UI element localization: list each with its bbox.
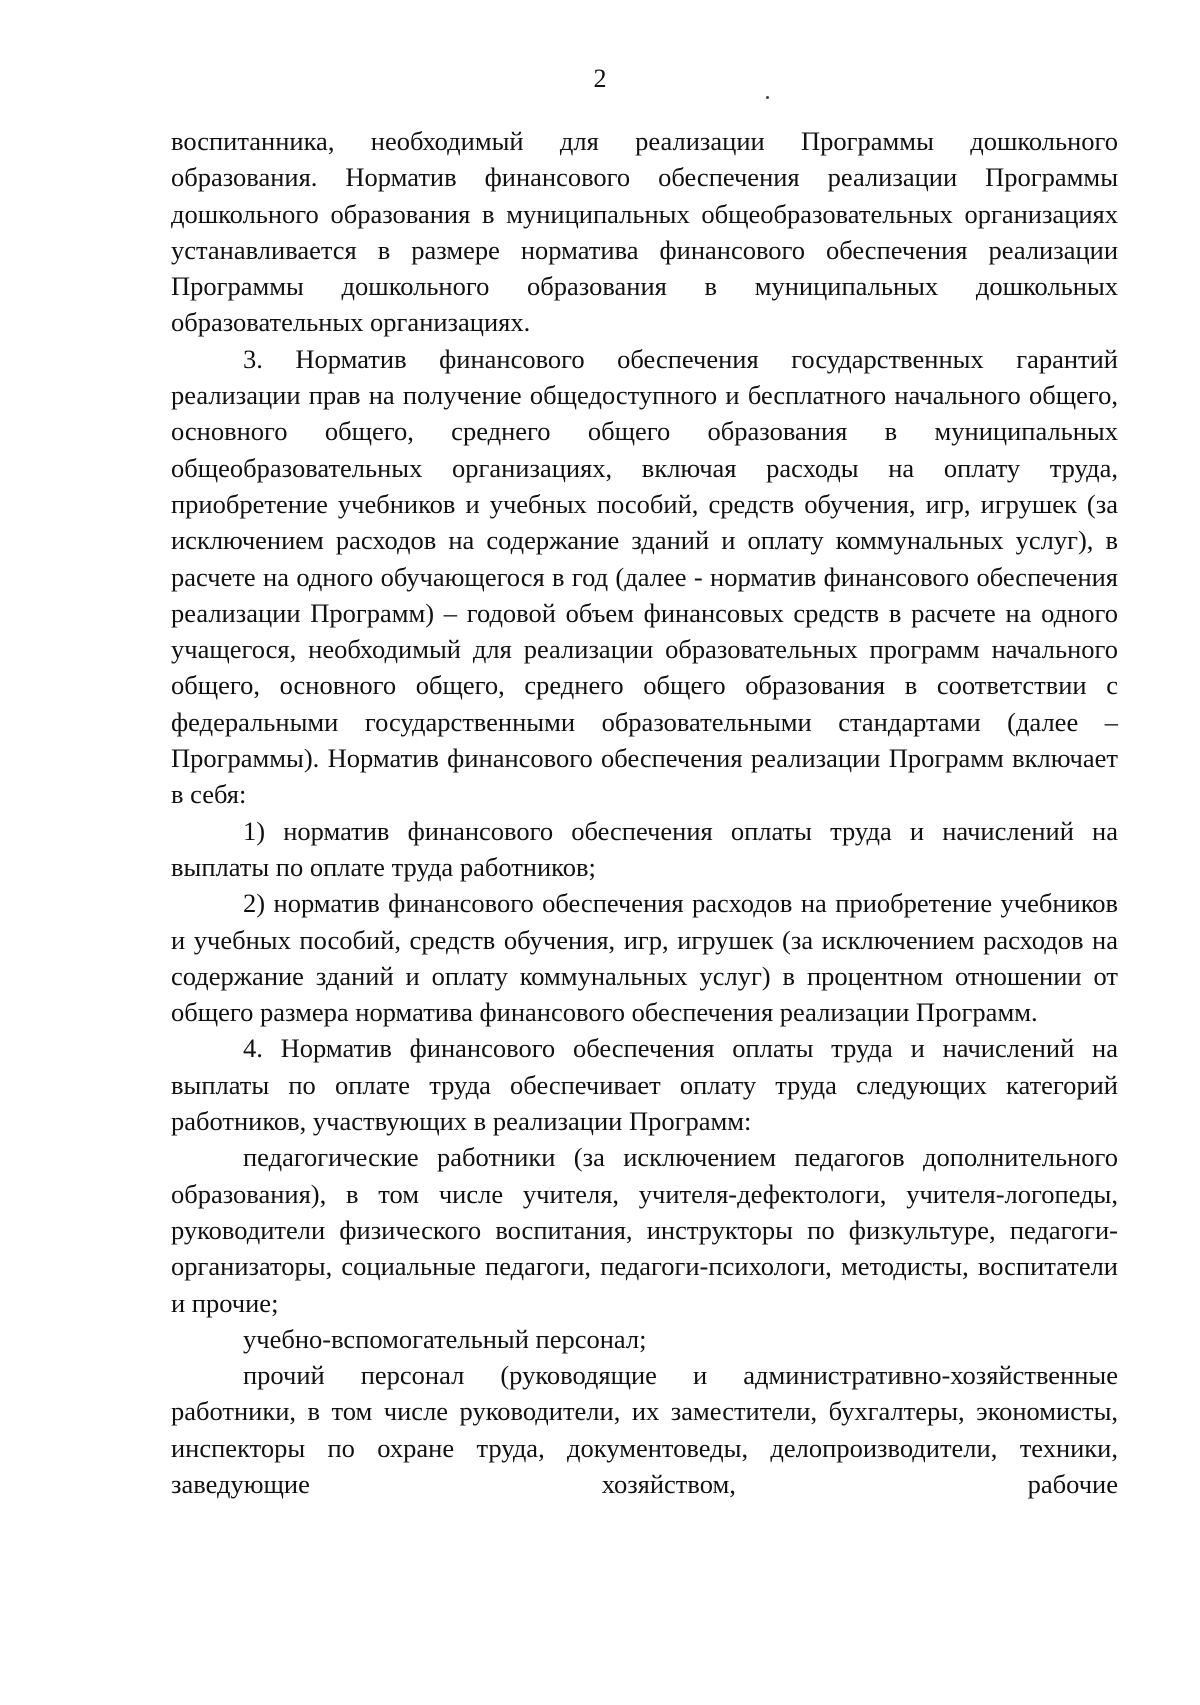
page-number: 2 xyxy=(593,64,607,93)
paragraph-continuation: воспитанника, необходимый для реализации Программы дошкольного образования. Норматив финансового обеспечения реализации Программы дошкольного образования в муниципальных общеобразовательных организациях устанавливается в размере норматива финансового обеспечения реализации Программы дошкольного образования в муниципальных дошкольных образовательных организациях. xyxy=(171,126,1118,338)
paragraph-subitem-1: 1) норматив финансового обеспечения оплаты труда и начислений на выплаты по оплате труда работников; xyxy=(171,815,1118,882)
paragraph-item-4: 4. Норматив финансового обеспечения оплаты труда и начислений на выплаты по оплате труда обеспечивает оплату труда следующих категорий работников, участвующих в реализации Программ: xyxy=(171,1033,1118,1137)
scan-speck xyxy=(766,96,769,99)
paragraph-subitem-2: 2) норматив финансового обеспечения расходов на приобретение учебников и учебных пособий, средств обучения, игр, игрушек (за исключением расходов на содержание зданий и оплату коммунальных услуг) в процентном отношении от общего размера норматива финансового обеспечения реализации Программ. xyxy=(171,888,1118,1028)
paragraph-other-staff: прочий персонал (руководящие и административно-хозяйственные работники, в том числе руководители, их заместители, бухгалтеры, экономисты, инспекторы по охране труда, документоведы, делопроизводители, техники, заведующие хозяйством, рабочие xyxy=(171,1360,1118,1499)
paragraph-item-3: 3. Норматив финансового обеспечения государственных гарантий реализации прав на получение общедоступного и бесплатного начального общего, основного общего, среднего общего образования в муниципальных общеобразовательных организациях, включая расходы на оплату труда, приобретение учебников и учебных пособий, средств обучения, игр, игрушек (за исключением расходов на содержание зданий и оплату коммунальных услуг), в расчете на одного обучающегося в год (далее - норматив финансового обеспечения реализации Программ) – годовой объем финансовых средств в расчете на одного учащегося, необходимый для реализации образовательных программ начального общего, основного общего, среднего общего образования в соответствии с федеральными государственными образовательными стандартами (далее – Программы). Норматив финансового обеспечения реализации Программ включает в себя: xyxy=(171,343,1118,810)
paragraph-pedagogical-staff: педагогические работники (за исключением педагогов дополнительного образования), в том числе учителя, учителя-дефектологи, учителя-логопеды, руководители физического воспитания, инструкторы по физкультуре, педагоги-организаторы, социальные педагоги, педагоги-психологи, методисты, воспитатели и прочие; xyxy=(171,1142,1118,1318)
document-body xyxy=(171,123,1118,1502)
paragraph-support-staff: учебно-вспомогательный персонал; xyxy=(243,1323,647,1354)
